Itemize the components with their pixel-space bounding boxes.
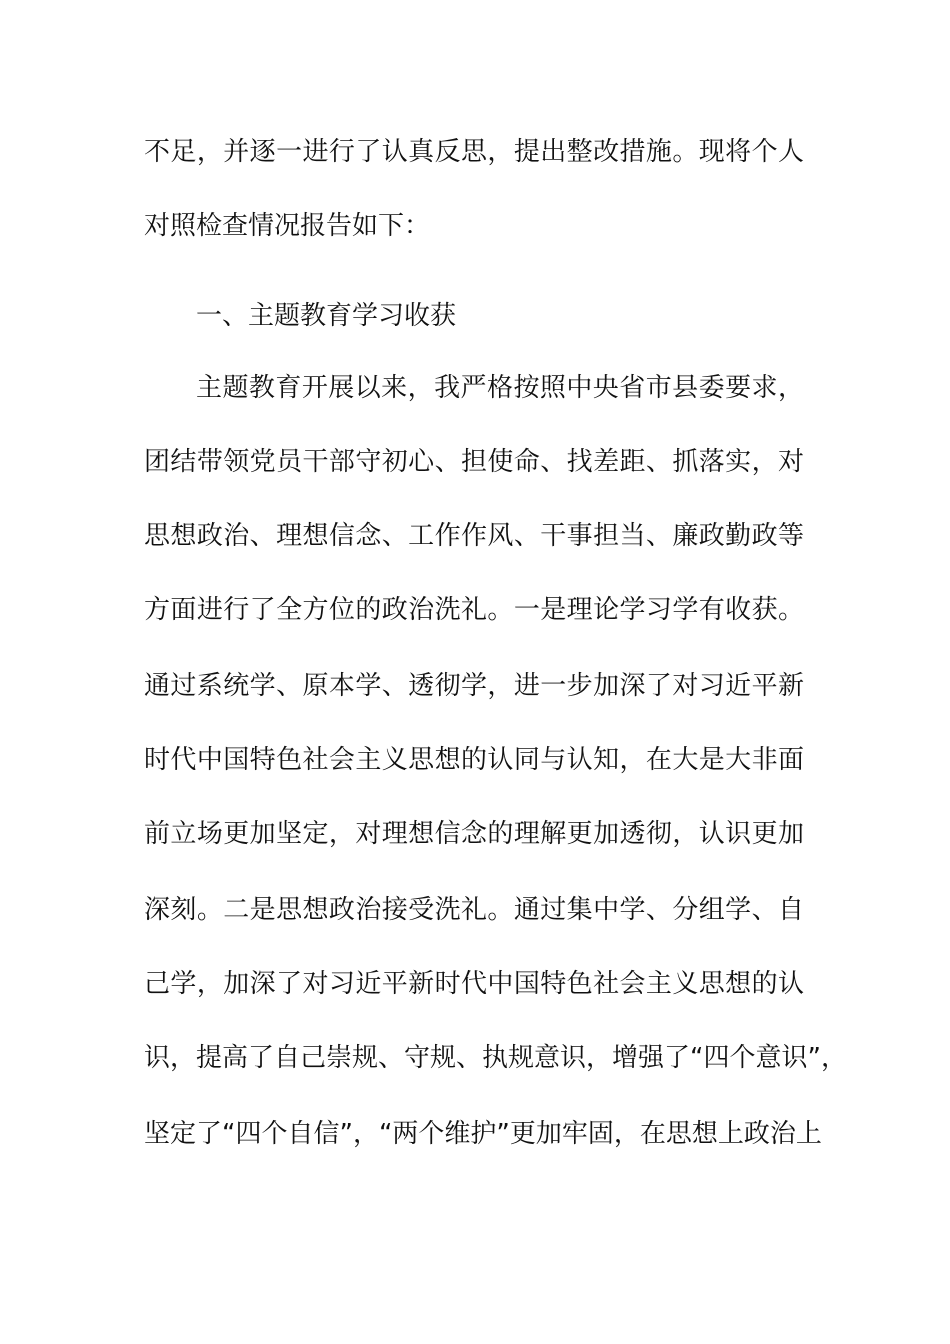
section-heading: 一、主题教育学习收获 <box>196 301 457 331</box>
paragraph-line: 己学，加深了对习近平新时代中国特色社会主义思想的认 <box>144 969 804 999</box>
paragraph-line: 前立场更加坚定，对理想信念的理解更加透彻，认识更加 <box>144 819 804 849</box>
paragraph-line: 坚定了“四个自信”，“两个维护”更加牢固，在思想上政治上 <box>144 1119 822 1149</box>
paragraph-line: 主题教育开展以来，我严格按照中央省市县委要求， <box>196 373 804 403</box>
paragraph-line: 团结带领党员干部守初心、担使命、找差距、抓落实，对 <box>144 447 804 477</box>
paragraph-line: 时代中国特色社会主义思想的认同与认知，在大是大非面 <box>144 745 804 775</box>
paragraph-line: 不足，并逐一进行了认真反思，提出整改措施。现将个人 <box>144 137 804 167</box>
paragraph-line: 识，提高了自己崇规、守规、执规意识，增强了“四个意识”， <box>144 1043 847 1073</box>
paragraph-line: 通过系统学、原本学、透彻学，进一步加深了对习近平新 <box>144 671 804 701</box>
paragraph-line: 方面进行了全方位的政治洗礼。一是理论学习学有收获。 <box>144 595 804 625</box>
paragraph-line: 深刻。二是思想政治接受洗礼。通过集中学、分组学、自 <box>144 895 804 925</box>
paragraph-line: 思想政治、理想信念、工作作风、干事担当、廉政勤政等 <box>144 521 804 551</box>
paragraph-line: 对照检查情况报告如下： <box>144 211 431 241</box>
